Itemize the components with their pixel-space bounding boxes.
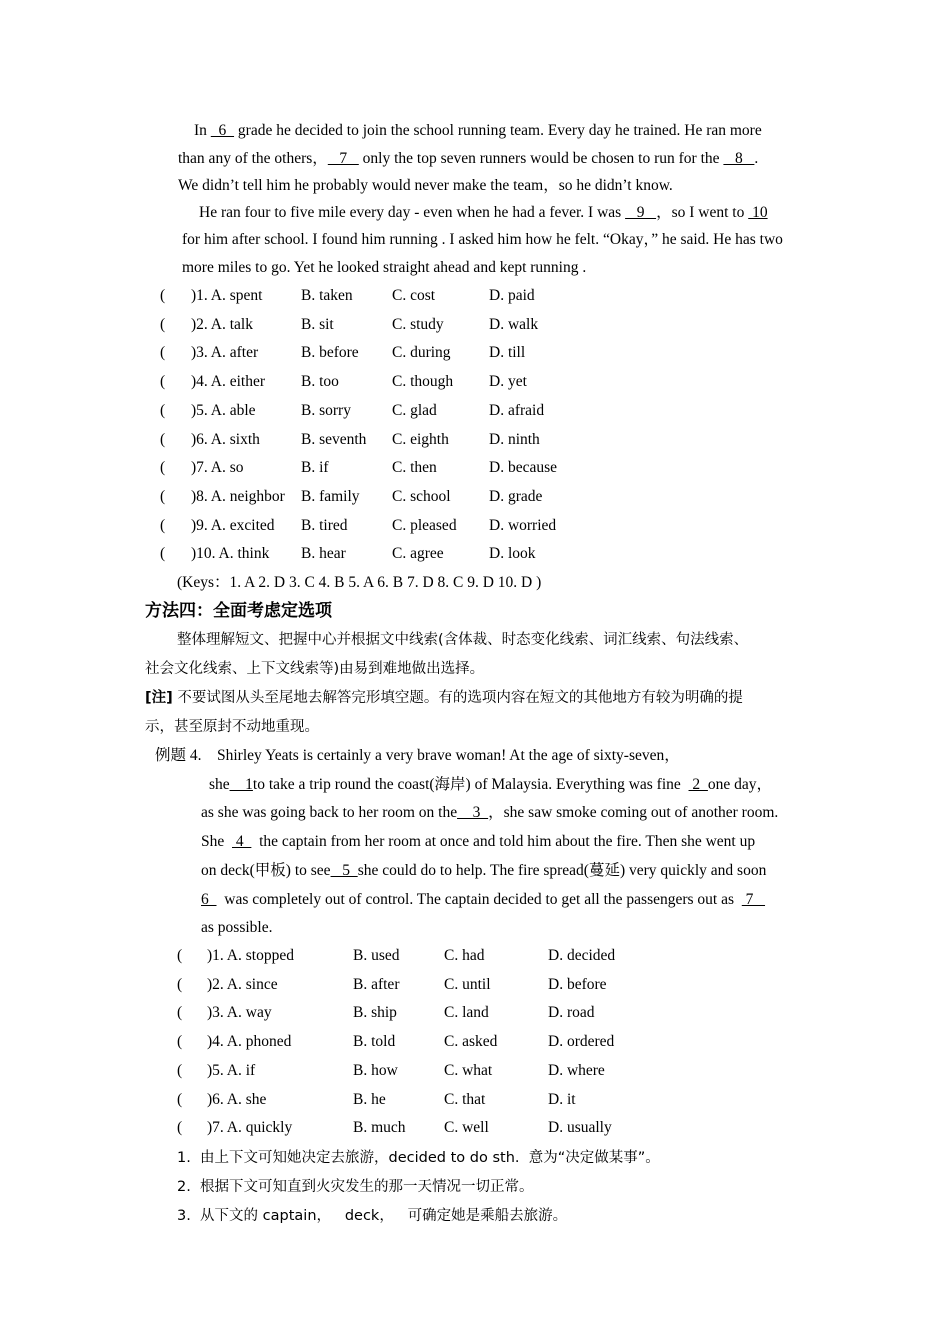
- option-c: C. study: [392, 315, 444, 333]
- option-b: B. before: [301, 344, 359, 362]
- option-b: B. if: [301, 459, 329, 477]
- passage-2-line-7: as possible.: [201, 919, 273, 936]
- blank-7b: 7: [741, 891, 766, 908]
- option-b: B. hear: [301, 545, 346, 563]
- answer-paren[interactable]: (: [160, 401, 166, 419]
- answer-paren[interactable]: (: [177, 975, 183, 993]
- option-c: C. agree: [392, 545, 444, 563]
- option-b: B. sorry: [301, 401, 351, 419]
- option-d: D. where: [548, 1061, 605, 1079]
- option-d: D. decided: [548, 947, 616, 964]
- option-c: C. during: [392, 344, 451, 362]
- passage-1-line-4: He ran four to five mile every day - even when he had a fever. I was 9 ，so I went to 10: [199, 204, 768, 221]
- option-d: D. worried: [489, 516, 557, 534]
- blank-7: 7: [327, 150, 359, 167]
- question-option-a: )3. A. way: [207, 1004, 272, 1022]
- passage-1-line-5: for him after school. I found him running . I asked him how he felt. “Okay，” he said. He has two: [182, 231, 783, 248]
- option-c: C. land: [444, 1004, 489, 1022]
- option-b: B. family: [301, 487, 360, 505]
- option-d: D. before: [548, 975, 607, 993]
- passage-2-line-4: She 4 the captain from her room at once and told him about the fire. Then she went up: [201, 833, 756, 850]
- blank-10: 10: [748, 204, 768, 221]
- passage-1-line-3: We didn’t tell him he probably would never make the team，so he didn’t know.: [178, 177, 673, 194]
- answer-paren[interactable]: (: [160, 545, 166, 563]
- answer-keys: (Keys：1. A 2. D 3. C 4. B 5. A 6. B 7. D 8. C 9. D 10. D ): [177, 574, 542, 591]
- answer-paren[interactable]: (: [160, 459, 166, 477]
- option-d: D. ordered: [548, 1033, 615, 1051]
- answer-paren[interactable]: (: [160, 315, 166, 333]
- answer-paren[interactable]: (: [177, 1119, 183, 1137]
- question-option-a: )7. A. so: [191, 459, 244, 477]
- question-option-a: )2. A. since: [207, 975, 278, 993]
- answer-paren[interactable]: (: [160, 373, 166, 391]
- explanation-2: 2. 根据下文可知直到火灾发生的那一天情况一切正常。: [177, 1179, 534, 1195]
- note-label: [注]: [145, 690, 173, 706]
- option-c: C. had: [444, 947, 485, 964]
- answer-paren[interactable]: (: [160, 487, 166, 505]
- question-option-a: )5. A. able: [191, 401, 256, 419]
- option-d: D. it: [548, 1090, 576, 1108]
- note-line-2: 示，甚至原封不动地重现。: [145, 719, 319, 735]
- question-option-a: )6. A. she: [207, 1090, 267, 1108]
- option-c: C. asked: [444, 1033, 498, 1051]
- question-option-a: )1. A. stopped: [207, 947, 294, 964]
- option-c: C. until: [444, 975, 491, 993]
- option-c: C. cost: [392, 287, 436, 304]
- option-d: D. because: [489, 459, 557, 477]
- note-line-1: [注] 不要试图从头至尾地去解答完形填空题。有的选项内容在短文的其他地方有较为明确的提: [145, 690, 743, 706]
- option-d: D. afraid: [489, 401, 545, 419]
- passage-2-line-3: as she was going back to her room on the__3 ，she saw smoke coming out of another room.: [201, 804, 779, 821]
- answer-paren[interactable]: (: [160, 344, 166, 362]
- answer-paren[interactable]: (: [177, 1090, 183, 1108]
- option-d: D. walk: [489, 315, 539, 333]
- option-d: D. yet: [489, 373, 527, 391]
- question-option-a: )6. A. sixth: [191, 430, 260, 448]
- option-d: D. grade: [489, 487, 543, 505]
- question-option-a: )10. A. think: [191, 545, 270, 563]
- blank-6b: 6: [201, 891, 217, 908]
- option-d: D. usually: [548, 1119, 612, 1137]
- blank-1: __1: [229, 776, 253, 793]
- passage-2-line-5: on deck(甲板) to see 5 she could do to help. The fire spread(蔓延) very quickly and soon: [201, 862, 767, 879]
- passage-1-line-2: than any of the others， 7 only the top seven runners would be chosen to run for the 8 .: [178, 150, 759, 167]
- blank-8: 8: [723, 150, 755, 167]
- method-heading: 方法四：全面考虑定选项: [145, 601, 332, 621]
- passage-2-line-6: 6 was completely out of control. The captain decided to get all the passengers out as 7: [201, 891, 766, 908]
- option-b: B. used: [353, 947, 400, 964]
- blank-6: 6: [210, 122, 235, 139]
- answer-paren[interactable]: (: [177, 1033, 183, 1051]
- answer-paren[interactable]: (: [160, 516, 166, 534]
- option-c: C. pleased: [392, 516, 457, 534]
- answer-paren[interactable]: (: [177, 1061, 183, 1079]
- method-paragraph-line-1: 整体理解短文、把握中心并根据文中线索(含体裁、时态变化线索、词汇线索、句法线索、: [177, 632, 749, 648]
- passage-2-line-1: 例题 4. Shirley Yeats is certainly a very brave woman! At the age of sixty-seven，: [155, 747, 680, 764]
- option-d: D. paid: [489, 287, 535, 304]
- question-option-a: )2. A. talk: [191, 315, 253, 333]
- question-option-a: )4. A. either: [191, 373, 266, 391]
- explanation-3: 3. 从下文的 captain， deck， 可确定她是乘船去旅游。: [177, 1208, 568, 1224]
- passage-2-line-2: she__1to take a trip round the coast(海岸) of Malaysia. Everything was fine 2 one day，: [209, 776, 773, 793]
- option-c: C. that: [444, 1090, 486, 1108]
- option-d: D. look: [489, 545, 536, 563]
- passage-1-line-6: more miles to go. Yet he looked straight ahead and kept running .: [182, 259, 587, 276]
- option-b: B. he: [353, 1090, 386, 1108]
- question-option-a: )9. A. excited: [191, 516, 275, 534]
- option-d: D. road: [548, 1004, 595, 1022]
- question-option-a: )3. A. after: [191, 344, 259, 362]
- option-c: C. then: [392, 459, 437, 477]
- option-b: B. much: [353, 1119, 406, 1137]
- blank-3: __3: [457, 804, 489, 821]
- option-c: C. well: [444, 1119, 489, 1137]
- answer-paren[interactable]: (: [177, 1004, 183, 1022]
- option-b: B. how: [353, 1061, 398, 1079]
- option-b: B. too: [301, 373, 339, 391]
- question-option-a: )7. A. quickly: [207, 1119, 293, 1137]
- option-c: C. though: [392, 373, 454, 391]
- question-option-a: )5. A. if: [207, 1061, 256, 1079]
- blank-4: 4: [232, 833, 252, 850]
- option-b: B. seventh: [301, 430, 367, 448]
- option-b: B. after: [353, 975, 400, 993]
- question-option-a: )4. A. phoned: [207, 1033, 292, 1051]
- blank-9: 9: [625, 204, 657, 221]
- option-b: B. told: [353, 1033, 396, 1051]
- option-b: B. tired: [301, 516, 348, 534]
- answer-paren[interactable]: (: [160, 287, 166, 304]
- blank-5: 5: [330, 862, 358, 879]
- option-c: C. what: [444, 1061, 493, 1079]
- option-c: C. eighth: [392, 430, 449, 448]
- option-d: D. till: [489, 344, 526, 362]
- explanation-1: 1. 由上下文可知她决定去旅游，decided to do sth. 意为“决定做某事”。: [177, 1150, 660, 1166]
- method-paragraph-line-2: 社会文化线索、上下文线索等)由易到难地做出选择。: [145, 661, 485, 677]
- passage-1-line-1: In 6 grade he decided to join the school running team. Every day he trained. He ran more: [194, 122, 762, 139]
- answer-paren[interactable]: (: [177, 947, 183, 964]
- question-option-a: )1. A. spent: [191, 287, 263, 304]
- option-c: C. glad: [392, 401, 437, 419]
- option-b: B. ship: [353, 1004, 397, 1022]
- question-option-a: )8. A. neighbor: [191, 487, 285, 505]
- option-b: B. taken: [301, 287, 353, 304]
- answer-paren[interactable]: (: [160, 430, 166, 448]
- option-b: B. sit: [301, 315, 334, 333]
- option-c: C. school: [392, 487, 451, 505]
- blank-2: 2: [688, 776, 708, 793]
- option-d: D. ninth: [489, 430, 540, 448]
